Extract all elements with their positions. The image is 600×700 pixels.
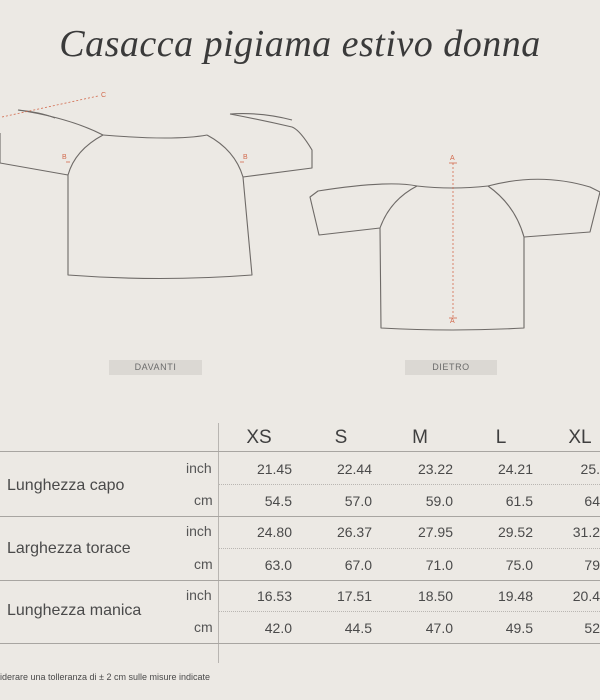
value-cell: 24.21: [497, 461, 533, 477]
row-label-larghezza-torace: Larghezza torace: [7, 540, 131, 557]
value-cell: 52: [584, 620, 600, 636]
value-cell: 23.22: [417, 461, 453, 477]
row-label-lunghezza-manica: Lunghezza manica: [7, 602, 142, 619]
size-header-m: M: [412, 427, 428, 448]
value-cell: 17.51: [336, 588, 372, 604]
value-cell: 57.0: [344, 493, 372, 509]
value-cell: 71.0: [425, 557, 453, 573]
value-cell: 26.37: [336, 524, 372, 540]
size-header-xl: XL: [568, 427, 592, 448]
value-cell: 22.44: [336, 461, 372, 477]
value-cell: 29.52: [497, 524, 533, 540]
value-cell: 79: [584, 557, 600, 573]
page-title: Casacca pigiama estivo donna: [59, 23, 541, 65]
value-cell: 25.: [580, 461, 600, 477]
unit-inch: inch: [186, 587, 212, 603]
back-view-label: DIETRO: [405, 360, 497, 375]
value-cell: 47.0: [425, 620, 453, 636]
value-cell: 42.0: [264, 620, 292, 636]
marker-b-left: B: [62, 154, 67, 161]
garment-illustrations: [0, 80, 600, 380]
unit-inch: inch: [186, 523, 212, 539]
value-cell: 16.53: [256, 588, 292, 604]
row-label-lunghezza-capo: Lunghezza capo: [7, 477, 125, 494]
marker-a-bottom: A: [450, 318, 455, 325]
front-garment-drawing: [0, 110, 312, 279]
value-cell: 19.48: [497, 588, 533, 604]
tolerance-footnote: iderare una tolleranza di ± 2 cm sulle misure indicate: [0, 672, 211, 682]
back-garment-drawing: [310, 179, 600, 330]
value-cell: 27.95: [417, 524, 453, 540]
marker-b-right: B: [243, 154, 248, 161]
marker-c: C: [101, 92, 107, 99]
size-header-xs: XS: [246, 427, 272, 448]
unit-inch: inch: [186, 460, 212, 476]
size-header-s: S: [334, 427, 348, 448]
value-cell: 75.0: [505, 557, 533, 573]
value-cell: 54.5: [264, 493, 292, 509]
value-cell: 44.5: [344, 620, 372, 636]
value-cell: 24.80: [256, 524, 292, 540]
unit-cm: cm: [194, 619, 213, 635]
size-header-l: L: [495, 427, 507, 448]
marker-a-top: A: [450, 155, 455, 162]
unit-cm: cm: [194, 492, 213, 508]
value-cell: 59.0: [425, 493, 453, 509]
value-cell: 31.2: [572, 524, 600, 540]
unit-cm: cm: [194, 556, 213, 572]
front-view-label: DAVANTI: [109, 360, 202, 375]
value-cell: 67.0: [344, 557, 372, 573]
value-cell: 49.5: [505, 620, 533, 636]
value-cell: 20.4: [572, 588, 600, 604]
value-cell: 64: [584, 493, 600, 509]
value-cell: 18.50: [417, 588, 453, 604]
value-cell: 21.45: [256, 461, 292, 477]
value-cell: 61.5: [505, 493, 533, 509]
value-cell: 63.0: [264, 557, 292, 573]
